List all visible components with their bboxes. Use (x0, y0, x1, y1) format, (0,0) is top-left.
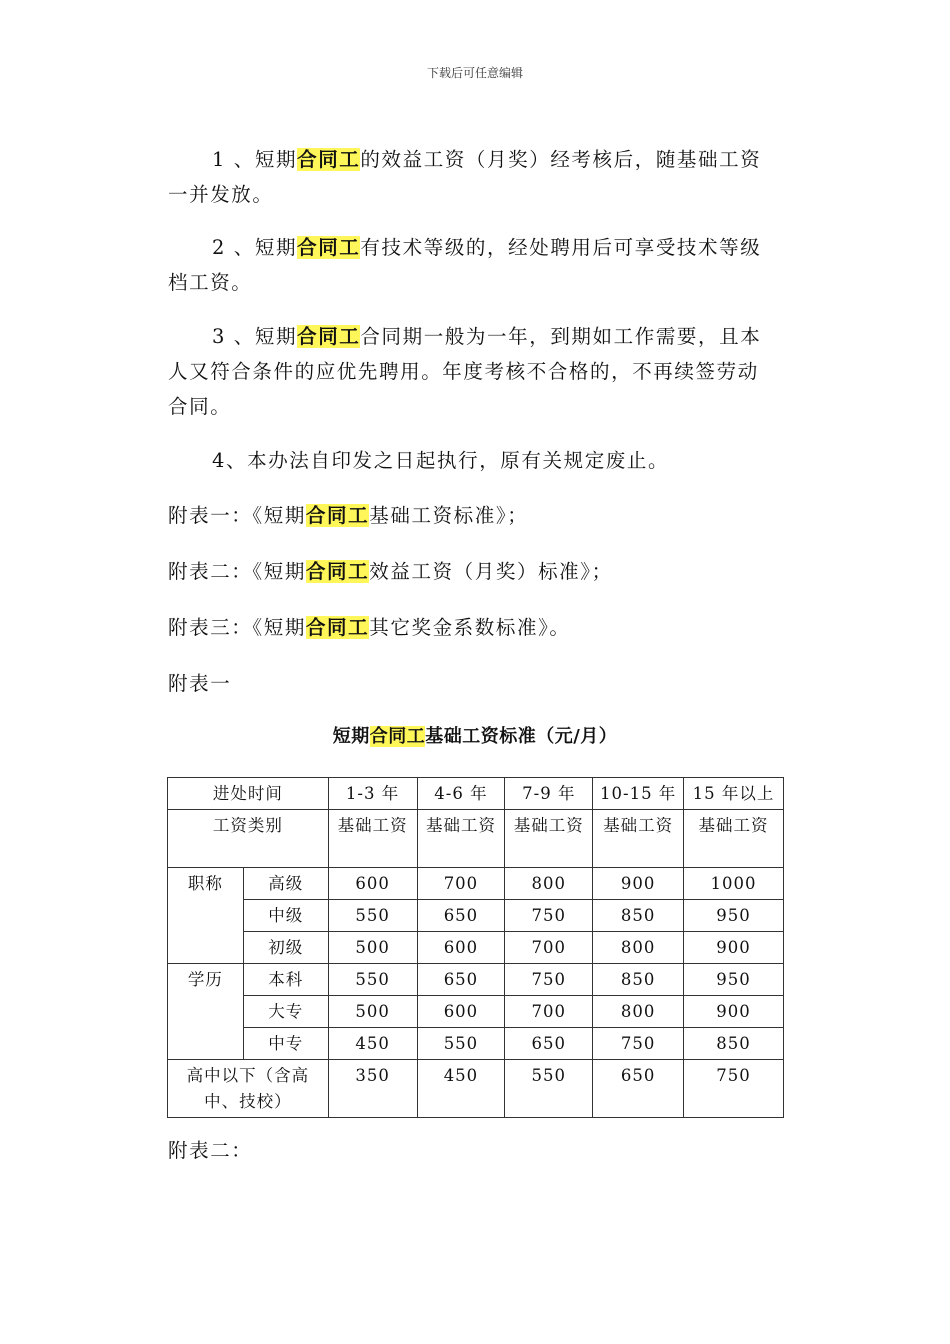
appendix-2-label: 附表二： (168, 1139, 253, 1162)
keyword-highlight: 合同工 (297, 148, 361, 171)
table-cell: 600 (328, 868, 417, 900)
table-cell: 750 (505, 900, 593, 932)
period-header: 10-15 年 (593, 778, 684, 810)
appendix-1-label: 附表一 (168, 672, 232, 695)
corner-header-time: 进处时间 (168, 778, 329, 810)
base-wage-header: 基础工资 (505, 810, 593, 868)
table-cell: 1000 (684, 868, 784, 900)
table-cell: 900 (684, 932, 784, 964)
table-cell: 700 (505, 996, 593, 1028)
table-cell: 950 (684, 964, 784, 996)
wage-table (167, 777, 784, 1118)
table-row (168, 996, 784, 1028)
table-cell: 650 (417, 964, 505, 996)
table-row (168, 964, 784, 996)
table-cell: 850 (684, 1028, 784, 1060)
page-header: 下载后可任意编辑 (426, 66, 523, 80)
paragraph-3: 3 、短期合同工合同期一般为一年，到期如工作需要，且本人又符合条件的应优先聘用。年度考核不合格的，不再续签劳动合同。 (168, 325, 762, 418)
table-row (168, 932, 784, 964)
table-cell: 550 (328, 964, 417, 996)
row-label: 本科 (243, 964, 328, 996)
table-cell: 850 (593, 964, 684, 996)
paragraph-2: 2 、短期合同工有技术等级的，经处聘用后可享受技术等级档工资。 (168, 236, 762, 294)
table-cell: 500 (328, 996, 417, 1028)
period-header: 4-6 年 (417, 778, 505, 810)
table-cell: 750 (684, 1060, 784, 1118)
base-wage-header: 基础工资 (328, 810, 417, 868)
table-cell: 650 (417, 900, 505, 932)
group-label-title: 职称 (168, 868, 244, 964)
keyword-highlight: 合同工 (369, 726, 426, 747)
table-row (168, 1028, 784, 1060)
base-wage-header: 基础工资 (684, 810, 784, 868)
row-label: 大专 (243, 996, 328, 1028)
table-cell: 600 (417, 932, 505, 964)
keyword-highlight: 合同工 (305, 504, 370, 527)
table-cell: 900 (593, 868, 684, 900)
period-header: 7-9 年 (505, 778, 593, 810)
table-cell: 700 (505, 932, 593, 964)
row-label: 初级 (243, 932, 328, 964)
table-cell: 750 (593, 1028, 684, 1060)
appendix-item-1: 附表一：《短期合同工基础工资标准》； (168, 504, 529, 527)
period-header: 1-3 年 (328, 778, 417, 810)
table-cell: 650 (505, 1028, 593, 1060)
table-cell: 550 (328, 900, 417, 932)
row-label: 中专 (243, 1028, 328, 1060)
table-cell: 950 (684, 900, 784, 932)
table-row (168, 1060, 784, 1118)
table-subheader-row (168, 810, 784, 868)
paragraph-1: 1 、短期合同工的效益工资（月奖）经考核后，随基础工资一并发放。 (168, 148, 762, 206)
table-caption: 短期合同工基础工资标准（元/月） (332, 726, 618, 747)
table-cell: 700 (417, 868, 505, 900)
table-cell: 350 (328, 1060, 417, 1118)
row-label: 高级 (243, 868, 328, 900)
table-cell: 800 (593, 932, 684, 964)
appendix-item-3: 附表三：《短期合同工其它奖金系数标准》。 (168, 616, 571, 639)
table-cell: 800 (505, 868, 593, 900)
table-cell: 800 (593, 996, 684, 1028)
table-row (168, 900, 784, 932)
table-cell: 900 (684, 996, 784, 1028)
table-header-row (168, 778, 784, 810)
period-header: 15 年以上 (684, 778, 784, 810)
table-cell: 500 (328, 932, 417, 964)
table-row (168, 868, 784, 900)
paragraph-4: 4、本办法自印发之日起执行，原有关规定废止。 (212, 449, 670, 472)
row-label: 高中以下（含高中、技校） (168, 1060, 329, 1118)
table-cell: 550 (417, 1028, 505, 1060)
table-cell: 650 (593, 1060, 684, 1118)
row-label: 中级 (243, 900, 328, 932)
base-wage-header: 基础工资 (593, 810, 684, 868)
table-cell: 850 (593, 900, 684, 932)
table-cell: 450 (328, 1028, 417, 1060)
appendix-item-2: 附表二：《短期合同工效益工资（月奖）标准》； (168, 560, 613, 583)
base-wage-header: 基础工资 (417, 810, 505, 868)
table-cell: 600 (417, 996, 505, 1028)
keyword-highlight: 合同工 (297, 236, 361, 259)
corner-header-category: 工资类别 (168, 810, 329, 868)
table-cell: 550 (505, 1060, 593, 1118)
table-cell: 750 (505, 964, 593, 996)
table-cell: 450 (417, 1060, 505, 1118)
keyword-highlight: 合同工 (297, 325, 361, 348)
keyword-highlight: 合同工 (305, 560, 370, 583)
keyword-highlight: 合同工 (305, 616, 370, 639)
group-label-education: 学历 (168, 964, 244, 1060)
